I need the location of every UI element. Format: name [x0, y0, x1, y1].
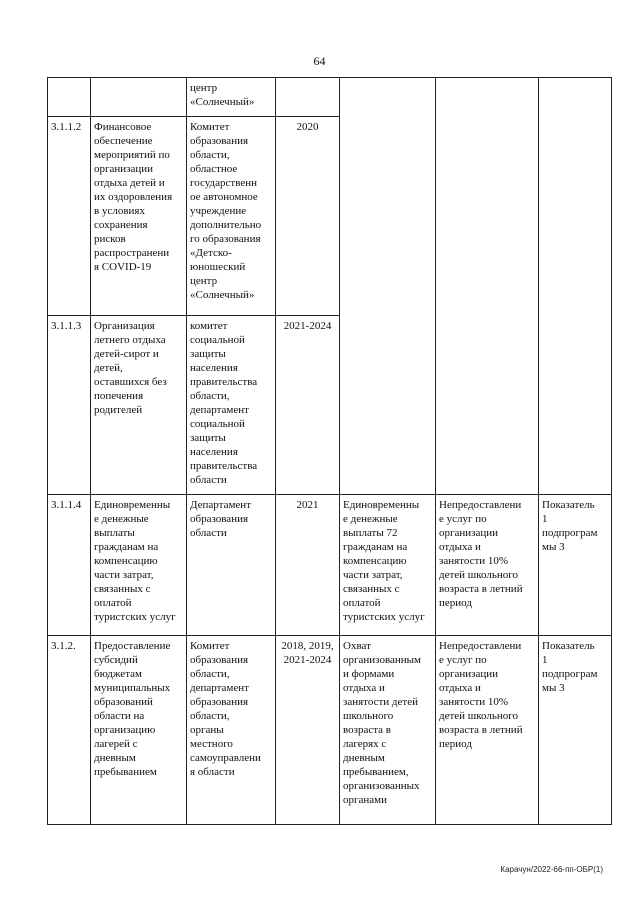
cell-executor: Департамент образования области — [187, 495, 276, 636]
cell-executor: комитет социальной защиты населения правительства области, департамент социальной защиты населения правительства области — [187, 316, 276, 495]
cell-expected-result: Охват организованным и формами отдыха и занятости детей школьного возраста в лагерях с дневным пребыванием, организованных органами — [340, 636, 436, 825]
cell-expected-result — [340, 78, 436, 495]
cell-measure-name: Предоставление субсидий бюджетам муниципальных образований области на организацию лагерей с дневным пребыванием — [91, 636, 187, 825]
cell-number: 3.1.1.4 — [48, 495, 91, 636]
cell-executor: Комитет образования области, областное государственн ое автономное учреждение дополнительно го образования «Детско- юношеский центр «Солнечный» — [187, 117, 276, 316]
page-number: 64 — [313, 54, 326, 68]
cell-year: 2021-2024 — [276, 316, 340, 495]
cell-indicator — [539, 78, 612, 495]
cell-year: 2021 — [276, 495, 340, 636]
cell-year: 2020 — [276, 117, 340, 316]
cell-year: 2018, 2019, 2021-2024 — [276, 636, 340, 825]
measures-table — [47, 77, 612, 825]
cell-expected-result: Единовременны е денежные выплаты 72 гражданам на компенсацию части затрат, связанных с оплатой туристских услуг — [340, 495, 436, 636]
table-row — [48, 495, 612, 636]
cell-number: 3.1.1.2 — [48, 117, 91, 316]
cell-measure-name: Финансовое обеспечение мероприятий по организации отдыха детей и их оздоровления в условиях сохранения рисков распространени я COVID-19 — [91, 117, 187, 316]
cell-number: 3.1.2. — [48, 636, 91, 825]
cell-measure-name: Единовременны е денежные выплаты гражданам на компенсацию части затрат, связанных с оплатой туристских услуг — [91, 495, 187, 636]
cell-measure-name — [91, 78, 187, 117]
cell-year — [276, 78, 340, 117]
table-row — [48, 636, 612, 825]
cell-number: 3.1.1.3 — [48, 316, 91, 495]
cell-executor: центр «Солнечный» — [187, 78, 276, 117]
cell-indicator: Показатель 1 подпрограм мы 3 — [539, 636, 612, 825]
cell-number — [48, 78, 91, 117]
cell-executor: Комитет образования области, департамент образования области, органы местного самоуправлени я области — [187, 636, 276, 825]
cell-measure-name: Организация летнего отдыха детей-сирот и детей, оставшихся без попечения родителей — [91, 316, 187, 495]
table-row — [48, 78, 612, 117]
cell-consequences: Непредоставлени е услуг по организации отдыха и занятости 10% детей школьного возраста в летний период — [436, 495, 539, 636]
document-code: Карачун/2022-66-пп-ОБР(1) — [500, 865, 603, 874]
cell-consequences — [436, 78, 539, 495]
cell-consequences: Непредоставлени е услуг по организации отдыха и занятости 10% детей школьного возраста в летний период — [436, 636, 539, 825]
cell-indicator: Показатель 1 подпрограм мы 3 — [539, 495, 612, 636]
